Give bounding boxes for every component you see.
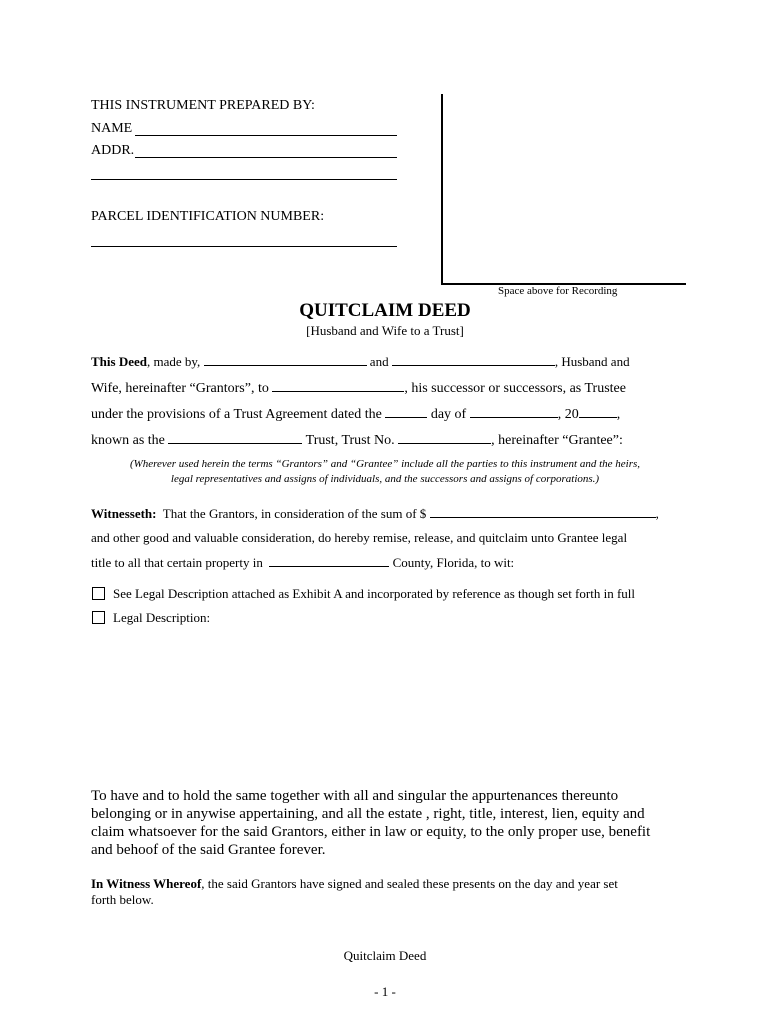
trust-month-field[interactable] bbox=[470, 405, 558, 418]
consideration-text: and other good and valuable consideration, do hereby remise, release, and quitclaim unto Grantee legal bbox=[91, 530, 628, 545]
day-of-text: day of bbox=[430, 407, 467, 422]
addr-label: ADDR. bbox=[91, 143, 135, 158]
this-deed-label: This Deed bbox=[91, 354, 147, 369]
consideration-sum-text: That the Grantors, in consideration of the sum of $ bbox=[162, 506, 427, 521]
witness-whereof-line-2: forth below. bbox=[91, 892, 154, 907]
trust-number-field[interactable] bbox=[398, 431, 491, 444]
legal-description-label: Legal Description: bbox=[113, 610, 211, 625]
witness-whereof-line-1 bbox=[91, 876, 618, 892]
line3-comma: , bbox=[616, 407, 621, 422]
county-florida-text: County, Florida, to wit: bbox=[392, 555, 515, 570]
legal-description-checkbox[interactable] bbox=[92, 611, 105, 624]
page-number: - 1 - bbox=[374, 984, 396, 999]
consideration-amount-field[interactable] bbox=[430, 505, 656, 518]
county-field[interactable] bbox=[269, 554, 389, 567]
witnesseth-line bbox=[91, 505, 659, 522]
husband-and-text: , Husband and bbox=[554, 354, 630, 369]
habendum-line-2: belonging or in anywise appertaining, and all the estate , right, title, interest, lien, equity and bbox=[91, 806, 645, 822]
parcel-id-field[interactable] bbox=[91, 246, 397, 247]
grantor-wife-field[interactable] bbox=[392, 353, 555, 366]
deed-line-1 bbox=[91, 353, 630, 370]
trust-agreement-text: under the provisions of a Trust Agreement dated the bbox=[91, 407, 382, 422]
made-by-text: , made by, bbox=[146, 354, 201, 369]
witnesseth-comma: , bbox=[655, 506, 659, 521]
trustee-text: , his successor or successors, as Trustee bbox=[404, 381, 626, 396]
deed-line-3 bbox=[91, 405, 620, 423]
known-as-text: known as the bbox=[91, 433, 165, 448]
and-text: and bbox=[369, 354, 389, 369]
trustee-name-field[interactable] bbox=[272, 379, 404, 392]
recording-space-note: Space above for Recording bbox=[498, 285, 618, 297]
trust-no-text: Trust, Trust No. bbox=[305, 433, 395, 448]
witness-whereof-label: In Witness Whereof bbox=[91, 876, 202, 891]
addr-field[interactable] bbox=[135, 157, 397, 158]
addr-field-line2[interactable] bbox=[91, 179, 397, 180]
deed-title: QUITCLAIM DEED bbox=[299, 300, 471, 321]
name-label: NAME bbox=[91, 121, 133, 136]
footer-document-name: Quitclaim Deed bbox=[343, 948, 427, 963]
exhibit-a-checkbox[interactable] bbox=[92, 587, 105, 600]
name-field[interactable] bbox=[135, 135, 397, 136]
year-prefix-text: , 20 bbox=[557, 407, 579, 422]
witnesseth-label: Witnesseth: bbox=[91, 506, 157, 521]
definitions-note-line-1: (Wherever used herein the terms “Grantors” and “Grantee” include all the parties to this instrument and the heirs, bbox=[129, 458, 641, 470]
habendum-line-3: claim whatsoever for the said Grantors, either in law or equity, to the only proper use, benefit bbox=[91, 824, 651, 840]
trust-name-field[interactable] bbox=[168, 431, 302, 444]
exhibit-a-option-label: See Legal Description attached as Exhibit A and incorporated by reference as though set forth in full bbox=[113, 586, 635, 601]
recording-box-left-border bbox=[441, 94, 443, 284]
habendum-line-1: To have and to hold the same together with all and singular the appurtenances thereunto bbox=[91, 788, 619, 804]
property-county-line bbox=[91, 554, 514, 571]
habendum-line-4: and behoof of the said Grantee forever. bbox=[91, 842, 326, 858]
deed-line-2 bbox=[91, 379, 626, 397]
property-in-text: title to all that certain property in bbox=[91, 555, 263, 570]
definitions-note-line-2: legal representatives and assigns of individuals, and the successors and assigns of corporations.) bbox=[170, 473, 600, 485]
grantee-text: , hereinafter “Grantee”: bbox=[491, 433, 623, 448]
prepared-by-label: THIS INSTRUMENT PREPARED BY: bbox=[91, 98, 315, 113]
parcel-id-label: PARCEL IDENTIFICATION NUMBER: bbox=[91, 209, 325, 224]
deed-line-4 bbox=[91, 431, 623, 449]
trust-day-field[interactable] bbox=[385, 405, 427, 418]
deed-subtitle: [Husband and Wife to a Trust] bbox=[306, 323, 464, 338]
witness-whereof-text: , the said Grantors have signed and sealed these presents on the day and year set bbox=[201, 876, 618, 891]
grantors-text: Wife, hereinafter “Grantors”, to bbox=[91, 381, 269, 396]
grantor-husband-field[interactable] bbox=[204, 353, 367, 366]
trust-year-field[interactable] bbox=[579, 405, 617, 418]
